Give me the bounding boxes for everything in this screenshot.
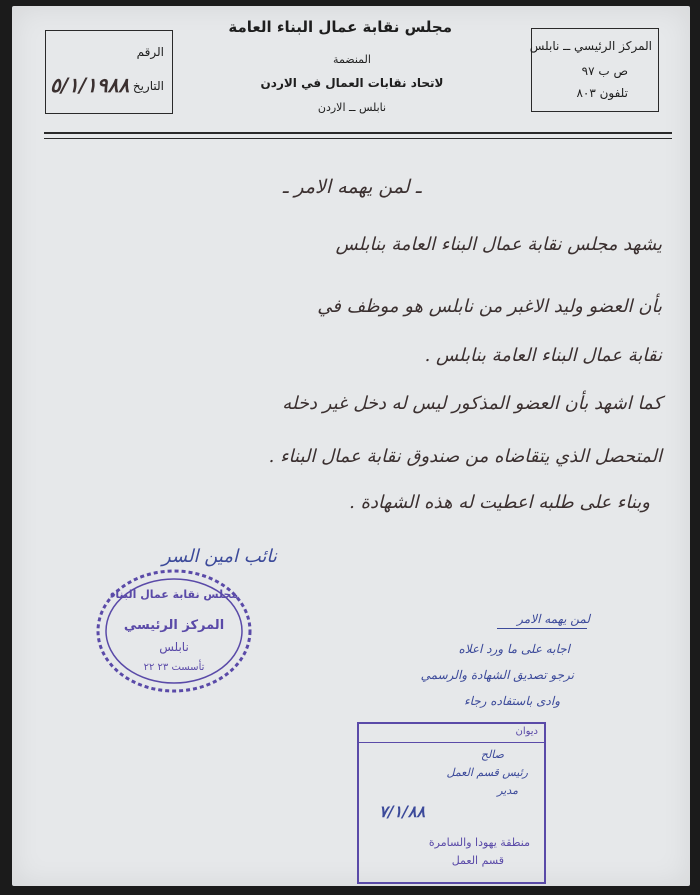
po-box: ص ب ٩٧ [581, 64, 628, 78]
header-rule-thin [44, 138, 672, 139]
number-label: الرقم [136, 45, 164, 59]
member-of: المنضمة [333, 53, 371, 66]
round-stamp-middle: المركز الرئيسي [123, 618, 225, 633]
rect-stamp-line-1: صالح [480, 748, 504, 761]
rect-stamp-line-3: مدير [497, 784, 518, 797]
letter-paper [12, 6, 690, 886]
body-line-5: المتحصل الذي يتقاضاه من صندوق نقابة عمال البناء . [268, 446, 662, 467]
date-label: التاريخ [132, 79, 164, 93]
head-office: المركز الرئيسي ــ نابلس [529, 39, 652, 53]
header-rule-thick [44, 132, 672, 134]
body-line-1: يشهد مجلس نقابة عمال البناء العامة بنابلس [335, 234, 662, 255]
salutation: ـ لمن يهمه الامر ـ [282, 176, 422, 198]
body-line-6: وبناء على طلبه اعطيت له هذه الشهادة . [349, 492, 650, 513]
rect-stamp [357, 722, 546, 884]
rect-stamp-line-2: رئيس قسم العمل [446, 766, 528, 779]
date-value: ٥/١/١٩٨٨ [50, 73, 130, 97]
rect-stamp-footer-2: قسم العمل [451, 854, 504, 867]
rect-stamp-date: ٧/١/٨٨ [379, 802, 426, 821]
round-stamp-bottom: تأسست ٢٣ ٢٢ [143, 662, 205, 673]
rect-stamp-footer-1: منطقة يهودا والسامرة [428, 836, 530, 849]
letterhead-location: نابلس ــ الاردن [317, 101, 387, 114]
address-box [531, 28, 659, 112]
federation-name: لاتحاد نقابات العمال في الاردن [260, 76, 444, 90]
body-line-2: بأن العضو وليد الاغبر من نابلس هو موظف في [317, 296, 662, 317]
reference-box [45, 30, 173, 114]
annotation-line-2: نرجو تصديق الشهادة والرسمي [420, 668, 574, 682]
annotation-line-1: اجابه على ما ورد اعلاه [458, 642, 570, 656]
annotation-underline [497, 628, 587, 629]
rect-stamp-header: ديوان [515, 726, 538, 737]
phone-number: تلفون ٨٠٣ [576, 86, 628, 100]
body-line-4: كما اشهد بأن العضو المذكور ليس له دخل غير دخله [282, 393, 662, 414]
round-stamp-city: نابلس [159, 640, 189, 654]
annotation-line-3: وادى باستفاده رجاء [463, 694, 560, 708]
rect-stamp-header-rule [359, 742, 544, 743]
body-line-3: نقابة عمال البناء العامة بنابلس . [424, 345, 662, 366]
org-title: مجلس نقابة عمال البناء العامة [228, 18, 452, 36]
annotation-head: لمن يهمه الامر [517, 612, 590, 626]
round-stamp-top: مجلس نقابة عمال البناء [109, 588, 239, 601]
signature: نائب امين السر [162, 546, 277, 567]
